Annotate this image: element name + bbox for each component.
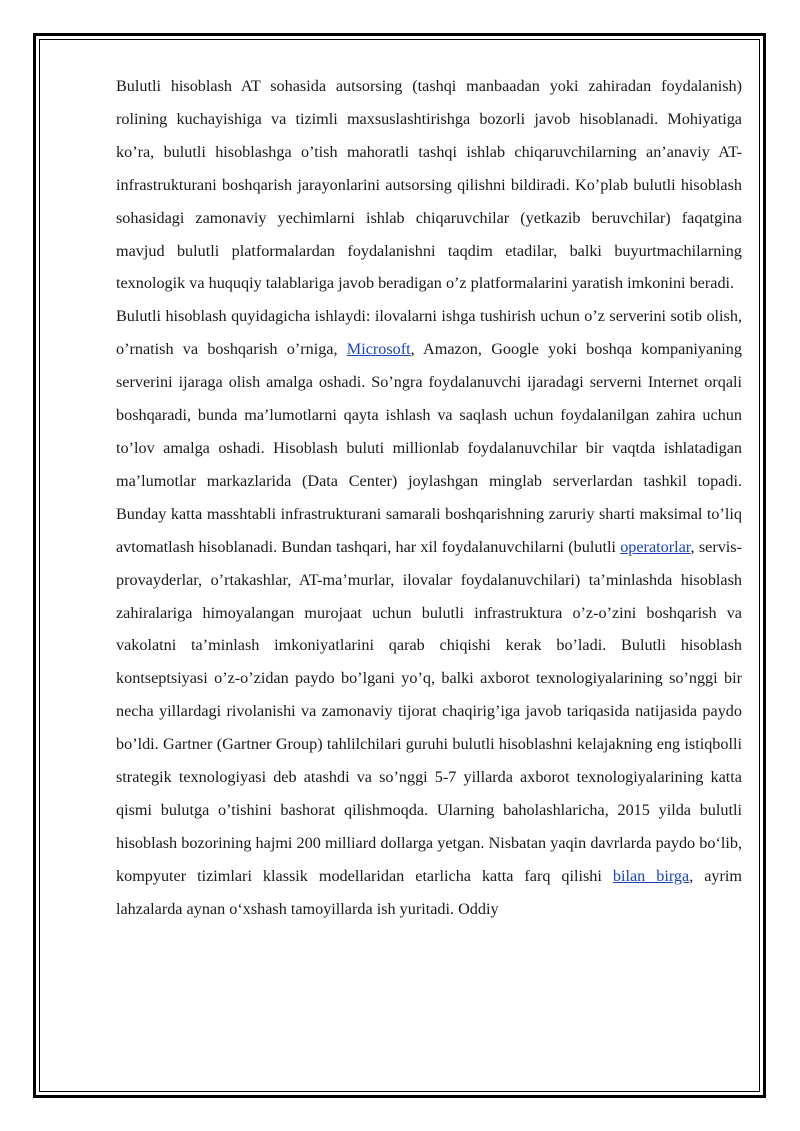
paragraph-text: Bulutli hisoblash quyidagicha ishlaydi: ilovalarni ishga tushirish uchun o’z serverini sotib olish, o’rnatish va boshqarish o’rniga,: [116, 307, 742, 359]
paragraph-how-it-works: [116, 300, 742, 925]
document-body: [116, 70, 742, 926]
operatorlar-link[interactable]: operatorlar: [620, 537, 691, 556]
bilan-birga-link[interactable]: bilan birga: [612, 866, 690, 885]
paragraph-autsorsing: Bulutli hisoblash AT sohasida autsorsing (tashqi manbaadan yoki zahiradan foydalanish) rolining kuchayishiga va tizimli maxsuslashtirishga bozorli javob hisoblanadi. Mohiyatiga ko’ra, bulutli hisoblashga o’tish mahoratli tashqi ishlab chiqaruvchilarning an’anaviy AT-infrastrukturani boshqarish jarayonlarini autsorsing qilishni bildiradi. Ko’plab bulutli hisoblash sohasidagi zamonaviy yechimlarni ishlab chiqaruvchilar (yetkazib beruvchilar) faqatgina mavjud bulutli platformalardan foydalanishni taqdim etadilar, balki buyurtmachilarning texnologik va huquqiy talablariga javob beradigan o’z platformalarini yaratish imkonini beradi.: [116, 77, 742, 293]
paragraph-text: , Amazon, Google yoki boshqa kompaniyaning serverini ijaraga olish amalga oshadi. So’ngra foydalanuvchi ijaradagi serverni Internet orqali boshqaradi, bunda ma’lumotlarni qayta ishlash va saqlash uchun foydalanilgan zahira uchun to’lov amalga oshadi. Hisoblash buluti millionlab foydalanuvchilar bir vaqtda ishlatadigan ma’lumotlar markazlarida (Data Center) joylashgan minglab serverlardan tashkil topadi. Bunday katta masshtabli infrastrukturani samarali boshqarishning zaruriy sharti maksimal to’liq avtomatlash hisoblanadi. Bundan tashqari, har xil foydalanuvchilarni (bulutli: [116, 340, 742, 556]
paragraph-text: , servis-provayderlar, o’rtakashlar, AT-ma’murlar, ilovalar foydalanuvchilari) ta’minlashda hisoblash zahiralariga himoyalangan murojaat uchun bulutli infrastruktura o’z-o’zini boshqarish va vakolatni ta’minlash imkoniyatlarini qarab chiqishi kerak bo’ladi. Bulutli hisoblash kontseptsiyasi o’z-o’zidan paydo bo’lgani yo’q, balki axborot texnologiyalarining so’nggi bir necha yillardagi rivolanishi va zamonaviy tijorat chaqirig’iga javob tariqasida natijasida paydo bo’ldi. Gartner (Gartner Group) tahlilchilari guruhi bulutli hisoblashni kelajakning eng istiqbolli strategik texnologiyasi deb atashdi va so’nggi 5-7 yillarda axborot texnologiyalarining katta qismi bulutga o’tishini bashorat qilishmoqda. Ularning baholashlaricha, 2015 yilda bulutli hisoblash bozorining hajmi 200 milliard dollarga yetgan. Nisbatan yaqin davrlarda paydo bo‘lib, kompyuter tizimlari klassik modellaridan etarlicha katta farq qilishi: [116, 537, 742, 885]
microsoft-link[interactable]: Microsoft: [346, 340, 411, 359]
paragraph-text: , ayrim lahzalarda aynan o‘xshash tamoyillarda ish yuritadi. Oddiy: [116, 866, 743, 918]
